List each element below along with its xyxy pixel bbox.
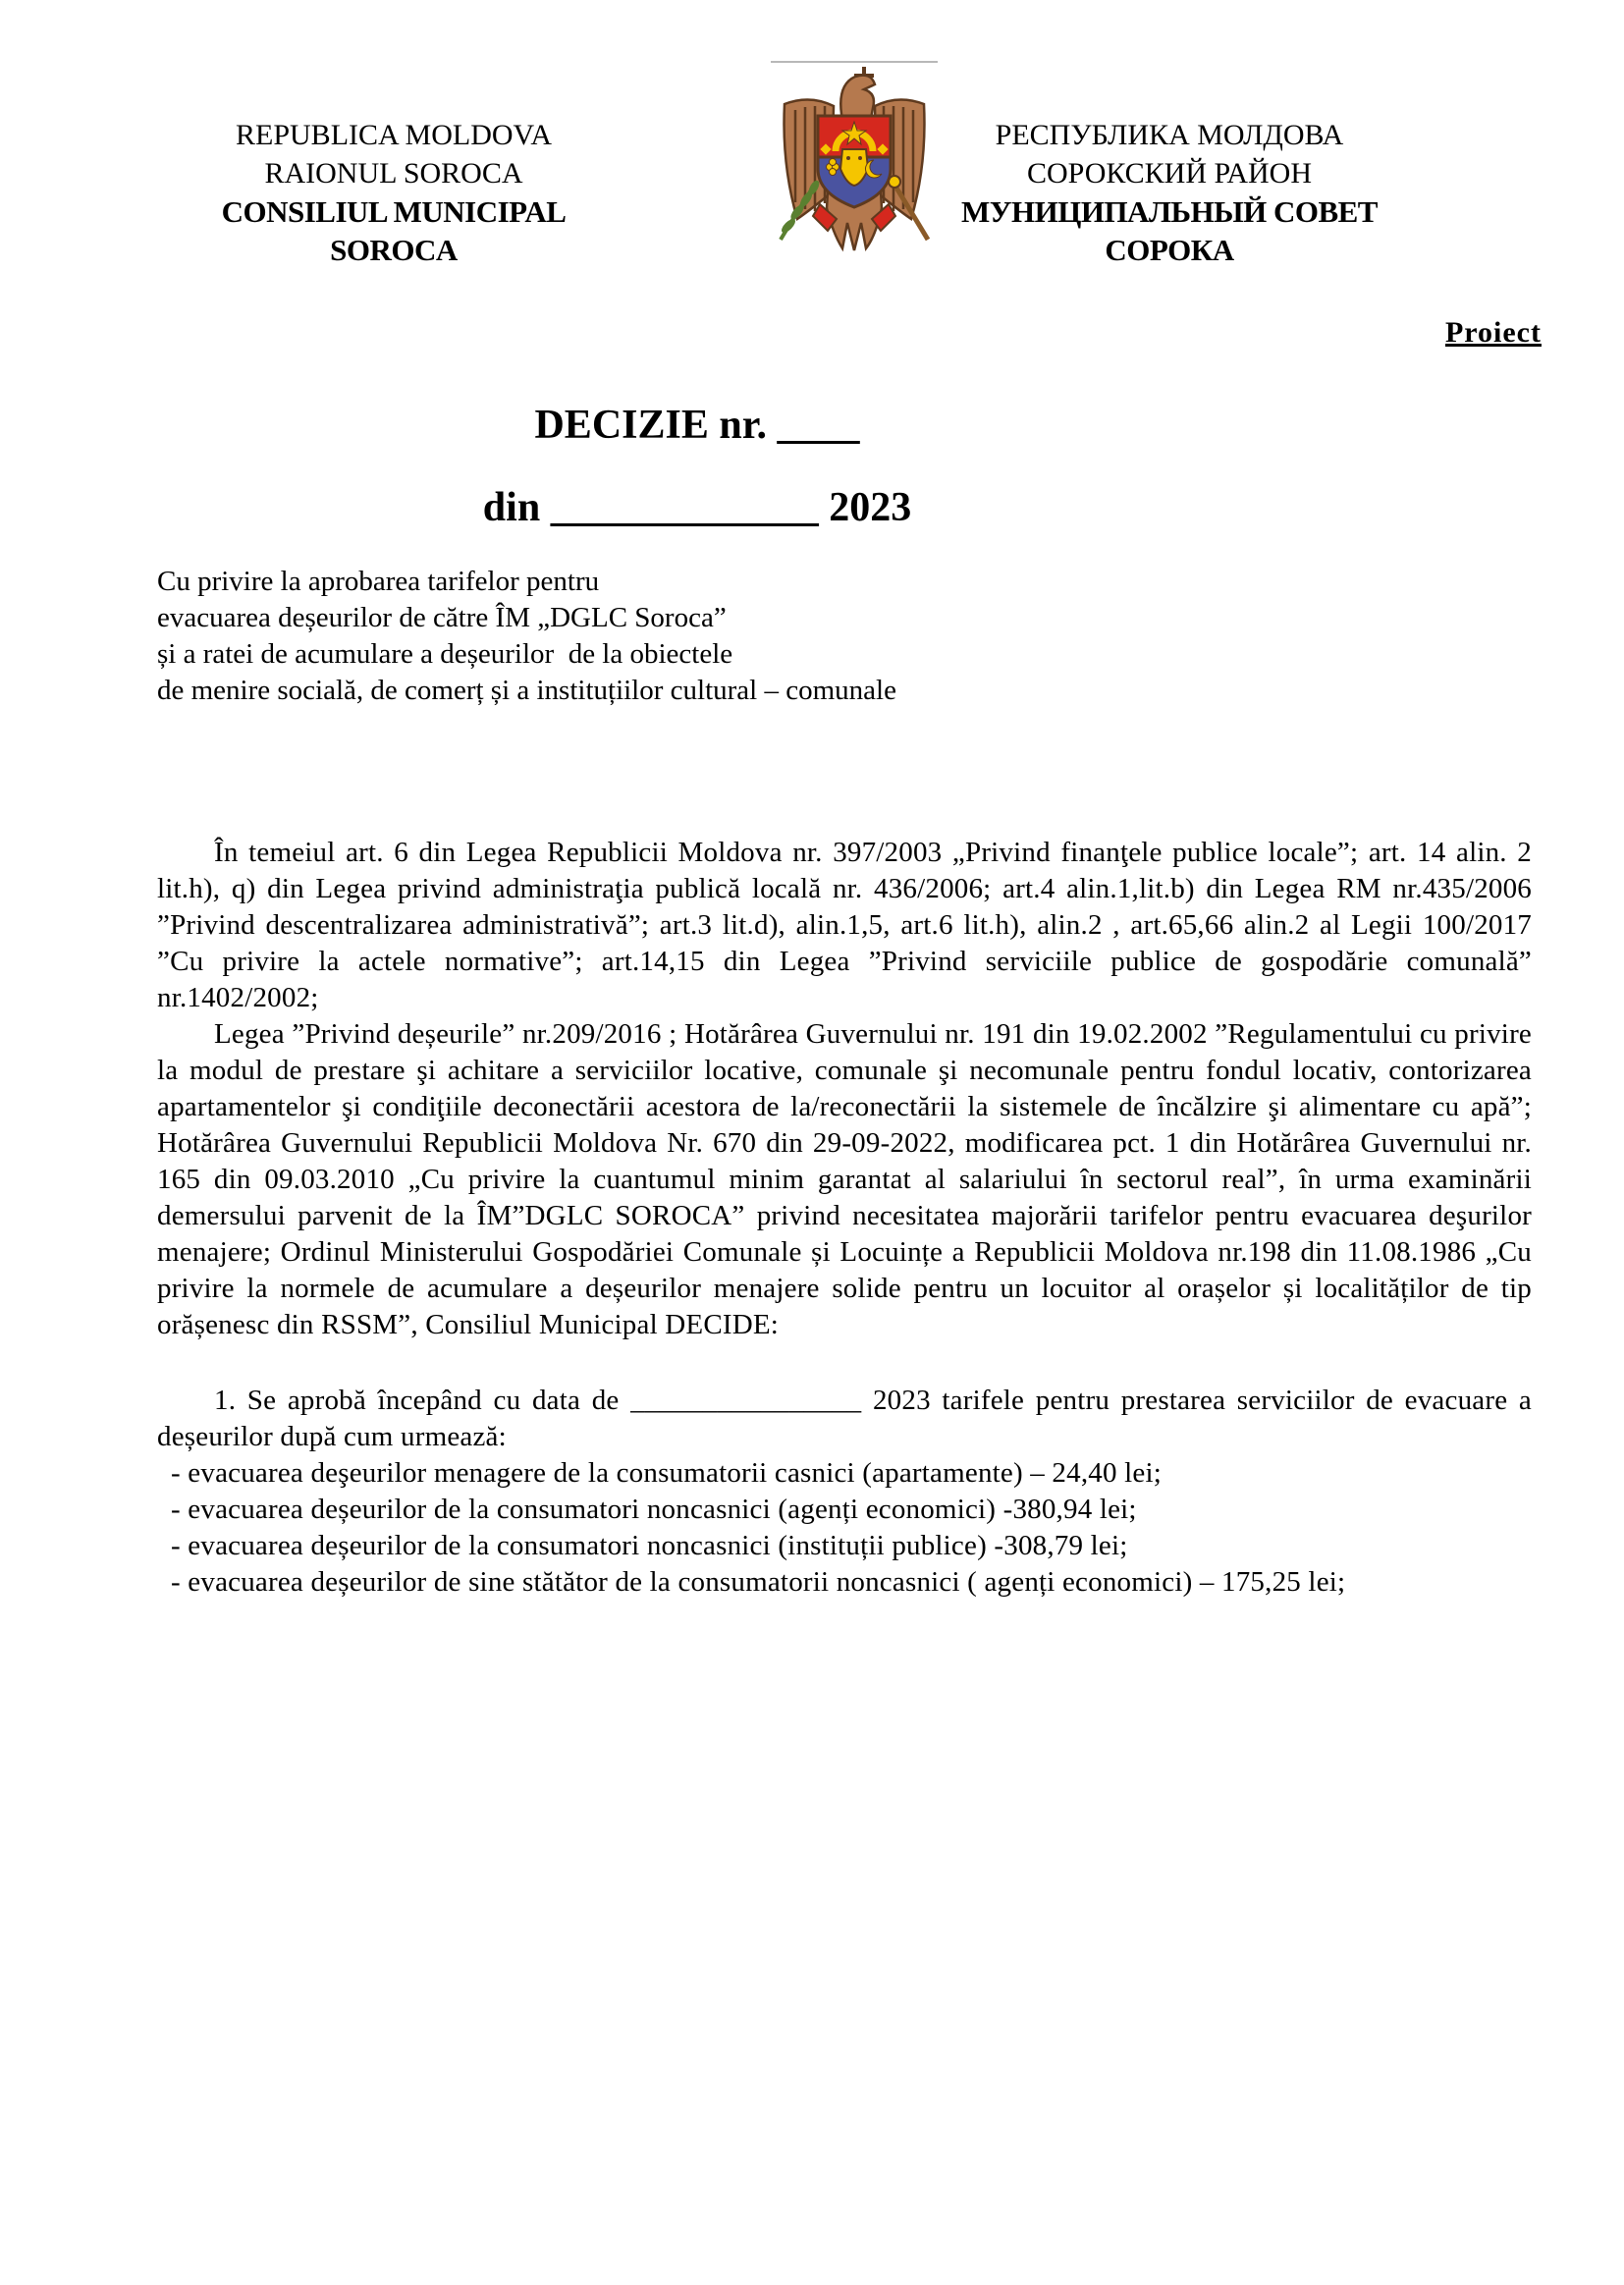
date-prefix: din <box>482 485 541 530</box>
title-block <box>0 399 1394 534</box>
letterhead-left-line-3: CONSILIUL MUNICIPAL SOROCA <box>221 194 573 267</box>
moldova-coat-of-arms-icon <box>771 61 938 255</box>
letterhead-right <box>944 116 1395 269</box>
tariff-item: - evacuarea deşeurilor menagere de la consumatorii casnici (apartamente) – 24,40 lei; <box>171 1457 1162 1489</box>
legal-basis-paragraph-1: În temeiul art. 6 din Legea Republicii Moldova nr. 397/2003 „Privind finanţele publice locale”; art. 14 alin. 2 lit.h), q) din Legea privind administraţia publică locală nr. 436/2006; art.4 alin.1,lit.b) din Legea RM nr.435/2006 ”Privind descentralizarea administrativă”; art.3 lit.d), alin.1,5, art.6 lit.h), alin.2 , art.65,66 alin.2 al Legii 100/2017 ”Cu privire la actele normative”; art.14,15 din Legea ”Privind serviciile publice de gospodărie comunală” nr.1402/2002; <box>157 837 1532 1013</box>
proiect-label: Proiect <box>1444 316 1542 349</box>
subject-line-1: Cu privire la aprobarea tarifelor pentru <box>157 566 600 597</box>
decision-number-blank: ____ <box>777 403 860 448</box>
subject-line-4: de menire socială, de comerț și a instituțiilor cultural – comunale <box>157 675 896 706</box>
decision-intro: 1. Se aprobă începând cu data de ________________ 2023 tarifele pentru prestarea serviciilor de evacuare a deșeurilor după cum urmează: <box>157 1385 1532 1452</box>
letterhead-left-line-2: RAIONUL SOROCA <box>264 157 523 190</box>
decision-title <box>0 399 1394 452</box>
letterhead-right-line-1: РЕСПУБЛИКА МОЛДОВА <box>995 119 1344 151</box>
letterhead-left <box>201 116 586 269</box>
date-year: 2023 <box>829 485 912 530</box>
subject-line-3: și a ratei de acumulare a deșeurilor de la obiectele <box>157 638 733 670</box>
letterhead-right-line-2: СОРОКСКИЙ РАЙОН <box>1026 157 1312 190</box>
letterhead <box>0 0 1624 269</box>
proiect-row <box>0 316 1624 350</box>
letterhead-right-line-3: МУНИЦИПАЛЬНЫЙ СОВЕТ СОРОКА <box>960 194 1392 267</box>
tariff-item: - evacuarea deșeurilor de sine stătător de la consumatorii noncasnici ( agenți economici) – 175,25 lei; <box>171 1566 1346 1598</box>
subject-line-2: evacuarea deșeurilor de către ÎM „DGLC Soroca” <box>157 602 727 633</box>
decision-title-text: DECIZIE nr. <box>534 403 768 448</box>
tariff-list <box>157 1455 1532 1601</box>
date-blank: _____________ <box>550 485 819 530</box>
subject-block <box>157 564 1532 709</box>
document-body <box>157 835 1532 1601</box>
letterhead-left-line-1: REPUBLICA MOLDOVA <box>236 119 552 151</box>
legal-basis-paragraph-2: Legea ”Privind deșeurile” nr.209/2016 ; Hotărârea Guvernului nr. 191 din 19.02.2002 ”Regulamentului cu privire la modul de prestare şi achitare a serviciilor locative, comunale şi necomunale pentru fondul locativ, contorizarea apartamentelor şi condiţiile deconectării acestora de la/reconectării la sistemele de încălzire şi alimentare cu apă”; Hotărârea Guvernului Republicii Moldova Nr. 670 din 29-09-2022, modificarea pct. 1 din Hotărârea Guvernului nr. 165 din 09.03.2010 „Cu privire la cuantumul minim garantat al salariului în sectorul real”, în urma examinării demersului parvenit de la ÎM”DGLC SOROCA” privind necesitatea majorării tarifelor pentru evacuarea deşurilor menajere; Ordinul Ministerului Gospodăriei Comunale și Locuințe a Republicii Moldova nr.198 din 11.08.1986 „Cu privire la normele de acumulare a deșeurilor menajere solide pentru un locuitor al orașelor și localităților de tip orășenesc din RSSM”, Consiliul Municipal DECIDE: <box>157 1018 1532 1340</box>
tariff-item: - evacuarea deșeurilor de la consumatori noncasnici (instituții publice) -308,79 lei; <box>171 1530 1128 1561</box>
decision-date-line <box>0 481 1394 534</box>
tariff-item: - evacuarea deșeurilor de la consumatori noncasnici (agenți economici) -380,94 lei; <box>171 1494 1137 1525</box>
